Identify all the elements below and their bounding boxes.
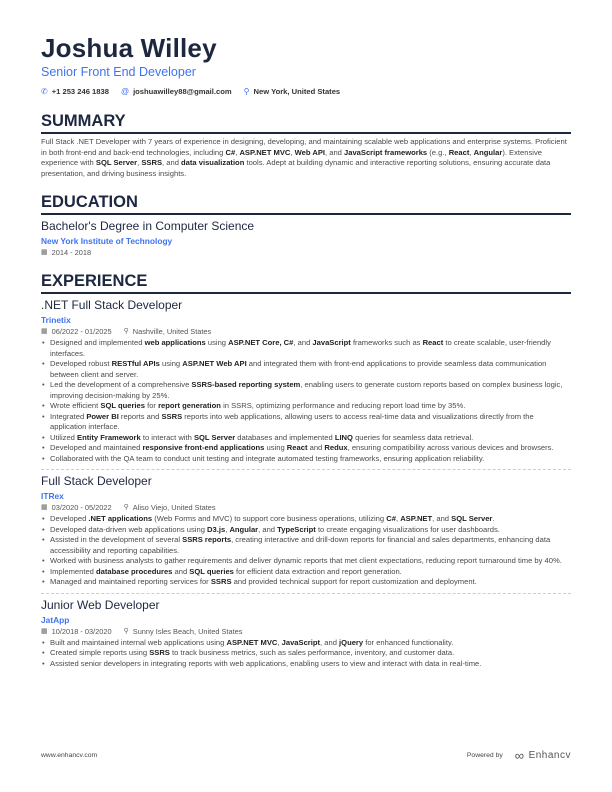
job-entry xyxy=(41,469,571,588)
bullet-item xyxy=(41,535,571,556)
text-segment: , and xyxy=(293,338,313,348)
text-segment: , xyxy=(137,158,142,168)
divider xyxy=(41,593,571,594)
text-segment: for efficient data extraction and report generation. xyxy=(233,566,402,576)
text-segment: and provided technical support for report customization and deployment. xyxy=(231,577,477,587)
contact-info xyxy=(41,87,571,96)
phone-text: +1 253 246 1838 xyxy=(51,87,109,96)
bold-text: SSRS reports xyxy=(182,535,232,545)
bullet-item xyxy=(41,638,571,649)
summary-text xyxy=(41,137,571,179)
text-segment: , and xyxy=(325,147,344,157)
at-icon: @ xyxy=(120,87,130,96)
job-location: Nashville, United States xyxy=(132,327,212,337)
bold-text: Entity Framework xyxy=(77,432,141,442)
bullet-item xyxy=(41,659,571,670)
text-segment: using xyxy=(264,443,287,453)
bold-text: Angular xyxy=(473,147,503,157)
text-segment: reports into web applications, allowing users to access real-time data and visualizations directly from the application interface. xyxy=(50,411,534,432)
calendar-icon: ▦ xyxy=(41,504,48,512)
divider xyxy=(41,469,571,470)
bold-text: .NET applications xyxy=(88,514,153,524)
text-segment: queries for seamless data retrieval. xyxy=(352,432,474,442)
text-segment: Led the development of a comprehensive xyxy=(50,380,192,390)
job-dates: 03/2020 - 05/2022 xyxy=(51,503,112,513)
bold-text: React xyxy=(286,443,308,453)
bold-text: React xyxy=(448,147,470,157)
bold-text: TypeScript xyxy=(277,524,316,534)
text-segment: in SSRS, optimizing performance and reducing report load time by 35%. xyxy=(220,401,466,411)
job-title: Junior Web Developer xyxy=(41,597,160,612)
job-dates: 10/2018 - 03/2020 xyxy=(51,626,112,636)
bullet-item xyxy=(41,556,571,567)
text-segment: tools. Adept at building dynamic and interactive reporting solutions, ensuring accurate data presentation, and driving business insights. xyxy=(41,158,551,178)
education-dates: 2014 - 2018 xyxy=(51,248,92,258)
company-name: ITRex xyxy=(41,491,64,502)
location-pin-icon: ⚲ xyxy=(123,328,129,336)
text-segment: to interact with xyxy=(140,432,194,442)
text-segment: Implemented xyxy=(50,566,97,576)
text-segment: Managed and maintained reporting services for xyxy=(50,577,211,587)
text-segment: Developed robust xyxy=(50,359,112,369)
text-segment: , enabling users to generate custom reports based on complex business logic, improving decision-making by 25%. xyxy=(50,380,563,400)
text-segment: for xyxy=(144,401,159,411)
bold-text: ASP.NET xyxy=(400,514,433,524)
bold-text: LINQ xyxy=(334,432,353,442)
job-meta xyxy=(41,502,571,513)
text-segment: Integrated xyxy=(50,411,87,421)
job-location: Aliso Viejo, United States xyxy=(132,503,216,513)
text-segment: , xyxy=(225,524,230,534)
text-segment: using xyxy=(205,338,229,348)
bold-text: jQuery xyxy=(339,637,364,647)
bold-text: SSRS xyxy=(161,411,183,421)
bullet-item xyxy=(41,454,571,465)
text-segment: , and xyxy=(432,514,452,524)
bold-text: SQL Server xyxy=(451,514,493,524)
brand-name: Enhancv xyxy=(528,750,571,761)
text-segment: Wrote efficient xyxy=(50,401,101,411)
bold-text: SQL Server xyxy=(193,432,236,442)
text-segment: to create engaging visualizations for user dashboards. xyxy=(315,524,500,534)
text-segment: , xyxy=(277,637,282,647)
bold-text: ASP.NET MVC xyxy=(239,147,291,157)
summary-heading: SUMMARY xyxy=(41,112,571,134)
education-heading: EDUCATION xyxy=(41,193,571,215)
branding xyxy=(467,748,571,763)
enhancv-logo xyxy=(515,748,571,763)
job-entry xyxy=(41,593,571,670)
footer xyxy=(41,748,571,763)
bold-text: database procedures xyxy=(96,566,173,576)
job-entry xyxy=(41,298,571,464)
job-dates: 06/2022 - 01/2025 xyxy=(51,327,112,337)
text-segment: . xyxy=(492,514,495,524)
text-segment: , and xyxy=(258,524,278,534)
job-bullets xyxy=(41,638,571,670)
bold-text: Power BI xyxy=(86,411,119,421)
bold-text: SSRS xyxy=(141,158,163,168)
powered-by-text: Powered by xyxy=(466,752,503,759)
bold-text: SSRS-based reporting system xyxy=(191,380,301,390)
bullet-item xyxy=(41,380,571,401)
experience-heading: EXPERIENCE xyxy=(41,272,571,294)
text-segment: ). Extensive experience with xyxy=(41,147,542,168)
text-segment: Developed and maintained xyxy=(50,443,143,453)
text-segment: Developed data-driven web applications using xyxy=(50,524,208,534)
infinity-logo-icon: ∞ xyxy=(514,748,525,763)
location-pin-icon: ⚲ xyxy=(123,504,129,512)
bullet-item xyxy=(41,433,571,444)
location-pin-icon: ⚲ xyxy=(243,87,250,96)
email-text: joshuawilley88@gmail.com xyxy=(133,87,232,96)
location-pin-icon: ⚲ xyxy=(123,627,129,635)
candidate-title: Senior Front End Developer xyxy=(41,65,196,79)
bold-text: SQL Server xyxy=(95,158,138,168)
job-title: .NET Full Stack Developer xyxy=(41,298,183,313)
text-segment: , xyxy=(290,147,295,157)
text-segment: Assisted in the development of several xyxy=(50,535,183,545)
bold-text: Redux xyxy=(324,443,348,453)
job-bullets xyxy=(41,338,571,464)
job-meta xyxy=(41,626,571,637)
contact-phone xyxy=(41,87,109,96)
calendar-icon: ▦ xyxy=(41,627,48,635)
text-segment: Built and maintained internal web applications using xyxy=(50,637,227,647)
text-segment: Designed and implemented xyxy=(50,338,145,348)
bold-text: Web API xyxy=(294,147,325,157)
text-segment: Created simple reports using xyxy=(50,648,150,658)
contact-location xyxy=(244,87,341,96)
text-segment: Utilized xyxy=(50,432,78,442)
bold-text: Angular xyxy=(229,524,259,534)
bold-text: SQL queries xyxy=(100,401,145,411)
bullet-item xyxy=(41,338,571,359)
bold-text: report generation xyxy=(158,401,221,411)
bold-text: ASP.NET Web API xyxy=(182,359,247,369)
resume xyxy=(41,33,571,669)
text-segment: Developed xyxy=(50,514,89,524)
job-list xyxy=(41,298,571,669)
text-segment: , xyxy=(469,147,474,157)
bullet-item xyxy=(41,443,571,454)
bold-text: responsive front-end applications xyxy=(142,443,265,453)
bullet-item xyxy=(41,577,571,588)
text-segment: (e.g., xyxy=(427,147,449,157)
bullet-item xyxy=(41,525,571,536)
calendar-icon: ▦ xyxy=(41,249,48,257)
text-segment: , xyxy=(395,514,401,524)
company-name: Trinetix xyxy=(41,315,71,326)
bold-text: JavaScript xyxy=(312,338,351,348)
bold-text: React xyxy=(422,338,444,348)
text-segment: using xyxy=(159,359,183,369)
website-link[interactable]: www.enhancv.com xyxy=(41,752,98,759)
bold-text: web applications xyxy=(144,338,206,348)
text-segment: , xyxy=(235,147,240,157)
bullet-item xyxy=(41,401,571,412)
text-segment: for enhanced functionality. xyxy=(363,637,454,647)
text-segment: databases and implemented xyxy=(235,432,335,442)
text-segment: Assisted senior developers in integrating reports with web applications, enabling users to view and interact with data in real-time. xyxy=(50,658,482,668)
bold-text: data visualization xyxy=(181,158,245,168)
text-segment: to create scalable, user-friendly interfaces. xyxy=(50,338,551,358)
bold-text: SSRS xyxy=(149,648,170,658)
job-meta xyxy=(41,326,571,337)
text-segment: , and xyxy=(320,637,340,647)
bullet-item xyxy=(41,514,571,525)
bold-text: ASP.NET Core, C# xyxy=(228,338,294,348)
bullet-item xyxy=(41,412,571,433)
text-segment: , ensuring compatibility across various devices and browsers. xyxy=(347,443,554,453)
bold-text: C# xyxy=(386,514,396,524)
contact-email[interactable] xyxy=(121,87,232,96)
text-segment: , and xyxy=(162,158,182,168)
bold-text: JavaScript frameworks xyxy=(344,147,428,157)
bold-text: D3.js xyxy=(207,524,226,534)
school: New York Institute of Technology xyxy=(41,236,173,247)
bold-text: RESTful APIs xyxy=(111,359,160,369)
text-segment: Worked with business analysts to gather requirements and deliver dynamic reports that met client expectations, reducing report turnaround time by 40%. xyxy=(50,556,562,566)
bullet-item xyxy=(41,567,571,578)
text-segment: reports and xyxy=(118,411,162,421)
bold-text: C# xyxy=(225,147,236,157)
location-text: New York, United States xyxy=(253,87,341,96)
text-segment: and xyxy=(307,443,325,453)
text-segment: Collaborated with the QA team to conduct unit testing and integrate automated testing frameworks, ensuring application reliability. xyxy=(50,453,485,463)
text-segment: Full Stack .NET Developer with 7 years of experience in designing, developing, and maintaining scalable web applications and enterprise systems. Proficient in both front-end and back-end technologies, including xyxy=(41,137,567,157)
degree: Bachelor's Degree in Computer Science xyxy=(41,219,255,234)
bold-text: ASP.NET MVC xyxy=(226,637,278,647)
education-meta xyxy=(41,247,571,258)
text-segment: frameworks such as xyxy=(350,338,423,348)
bullet-item xyxy=(41,648,571,659)
bold-text: SSRS xyxy=(210,577,232,587)
job-location: Sunny Isles Beach, United States xyxy=(132,626,243,636)
candidate-name: Joshua Willey xyxy=(41,33,217,63)
job-title: Full Stack Developer xyxy=(41,474,152,489)
text-segment: (Web Forms and MVC) to support core business operations, utilizing xyxy=(152,514,387,524)
phone-icon: ✆ xyxy=(41,87,48,96)
text-segment: , creating interactive and drill-down reports for financial and sales departments, enhancing data accessibility and reporting capabilities. xyxy=(50,535,551,555)
bold-text: SQL queries xyxy=(189,566,234,576)
text-segment: and integrated them with front-end applications to provide seamless data communication between client and server. xyxy=(50,359,547,379)
text-segment: and xyxy=(172,566,190,576)
bold-text: JavaScript xyxy=(281,637,321,647)
text-segment: to track business metrics, such as sales performance, inventory, and customer data. xyxy=(169,648,455,658)
bullet-item xyxy=(41,359,571,380)
calendar-icon: ▦ xyxy=(41,328,48,336)
job-bullets xyxy=(41,514,571,588)
company-name: JatApp xyxy=(41,614,70,625)
